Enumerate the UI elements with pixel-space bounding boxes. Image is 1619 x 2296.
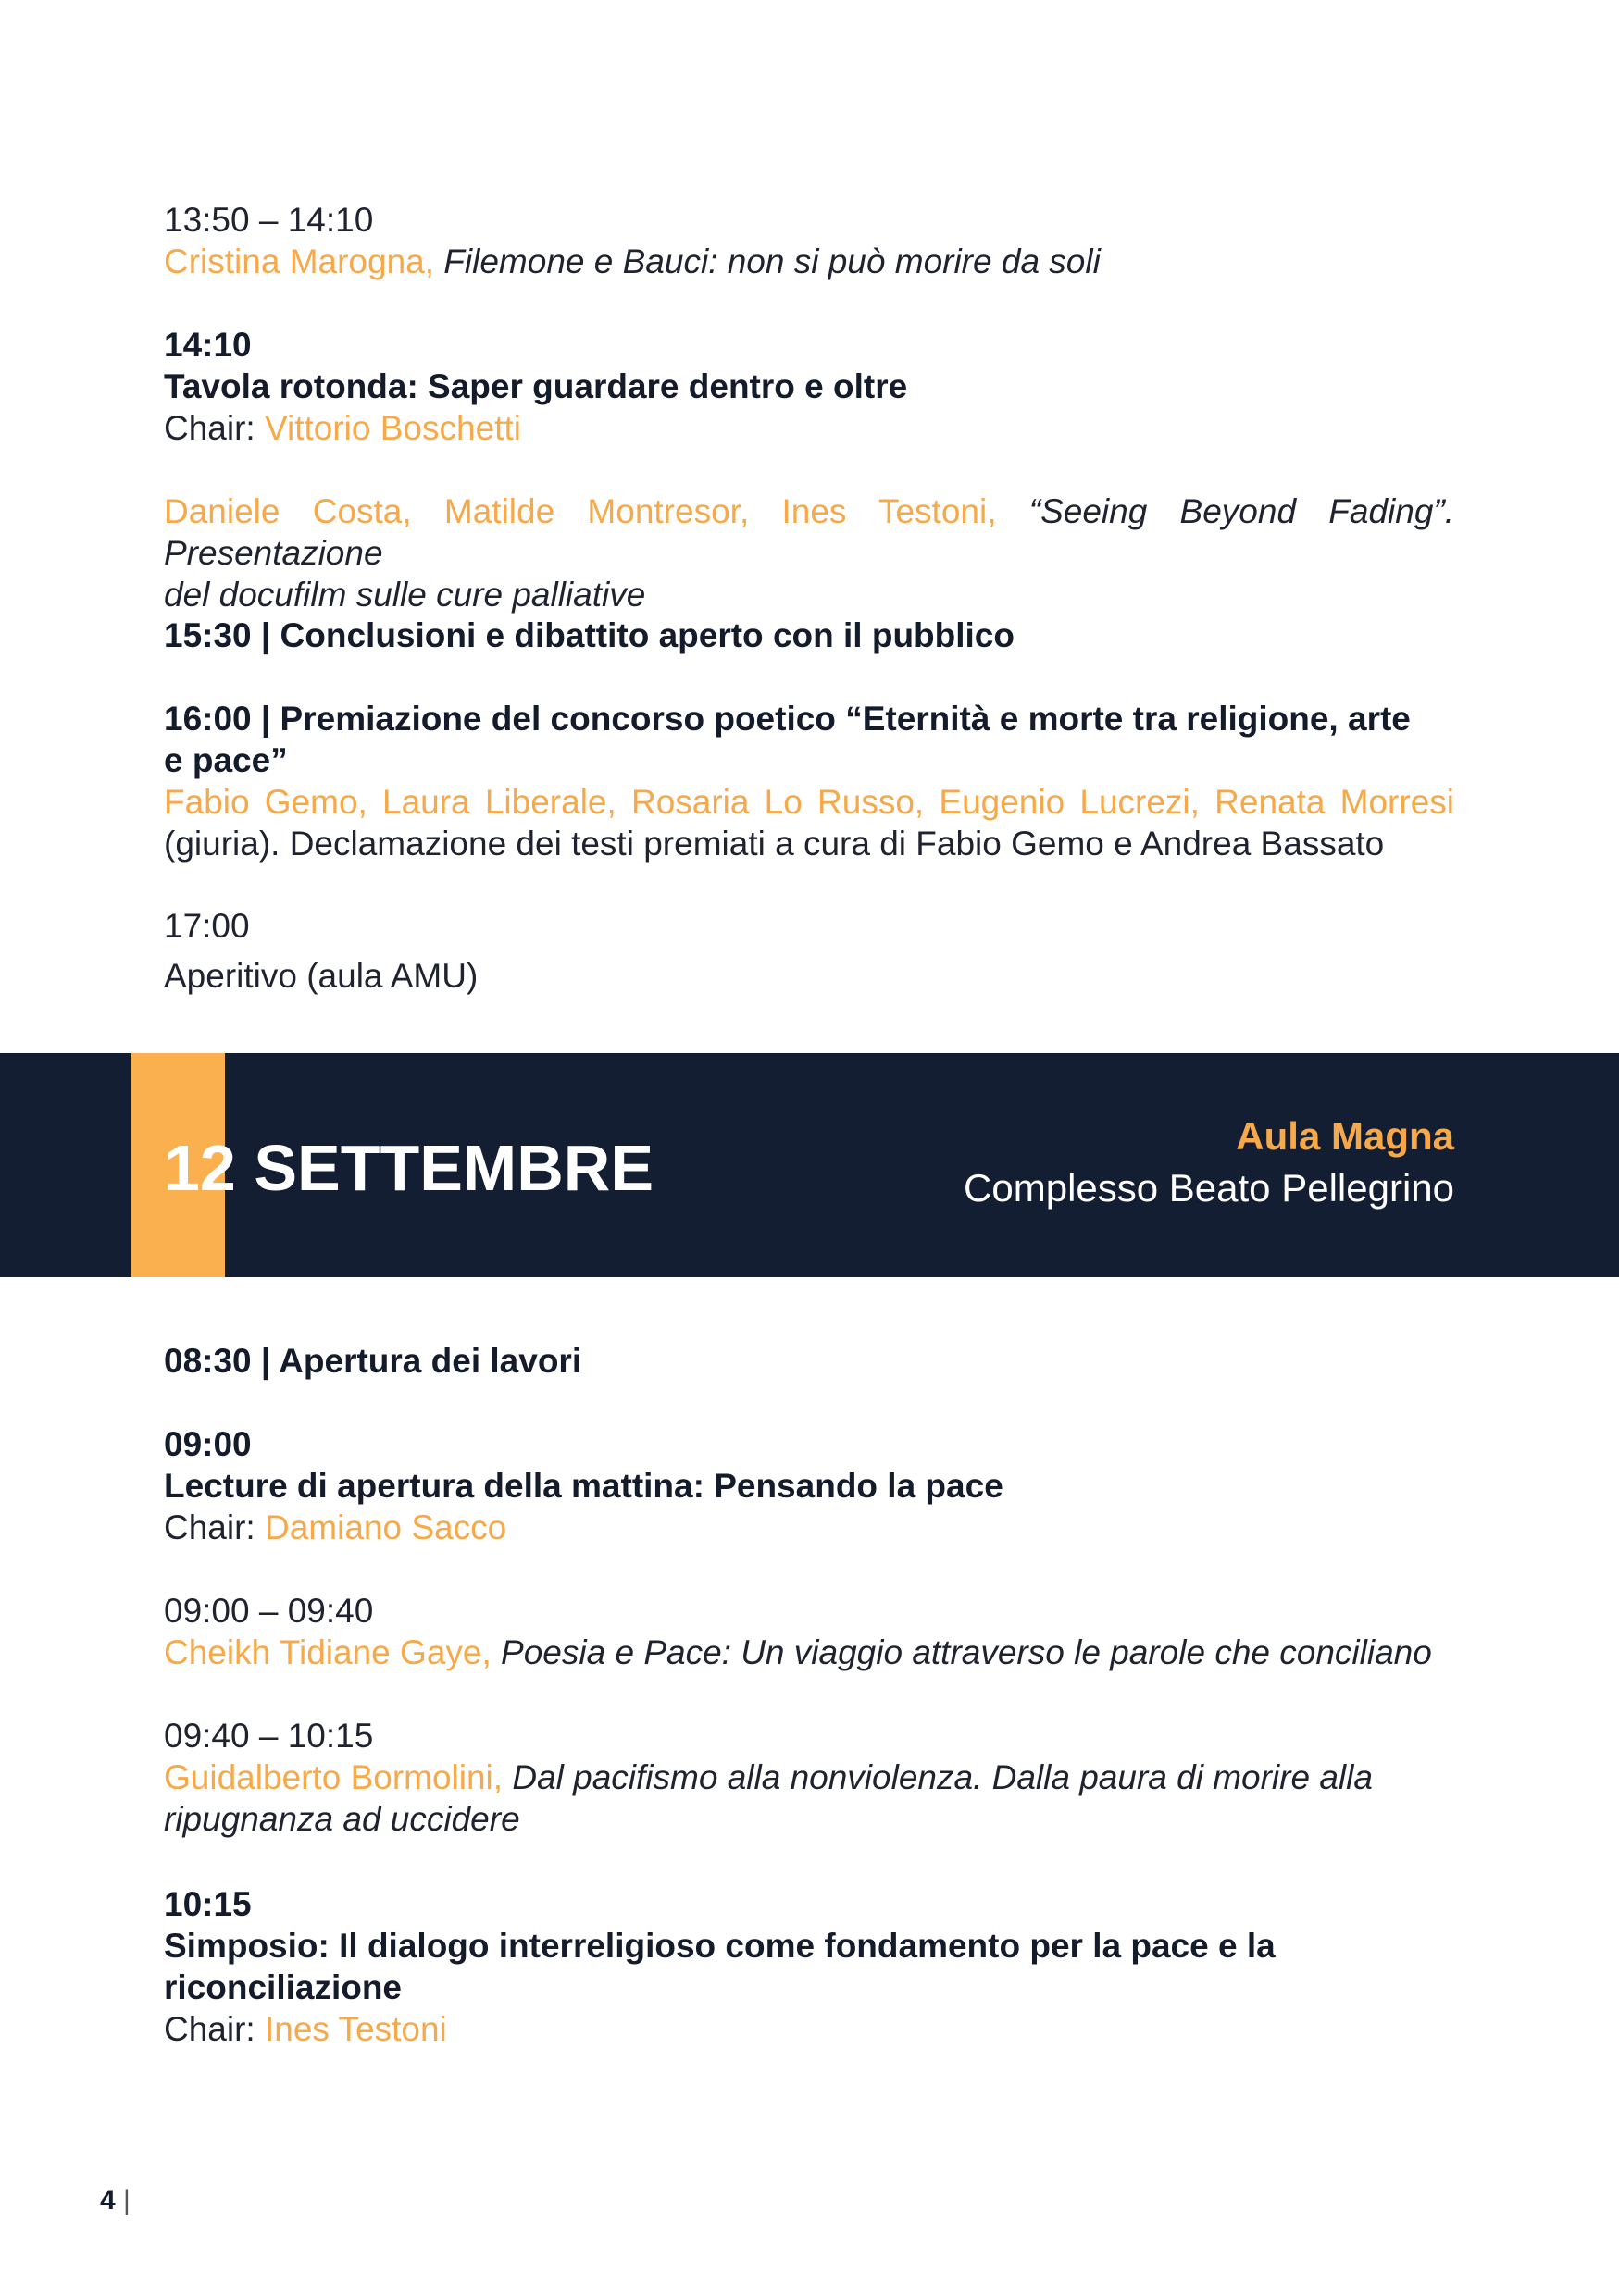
session-time: 09:00 — [164, 1425, 252, 1463]
docufilm-line-1 — [164, 490, 1454, 574]
page-number-value: 4 — [100, 2185, 116, 2215]
session-title: Lecture di apertura della mattina: Pensando la pace — [164, 1467, 1003, 1505]
day-number: 12 — [164, 1132, 236, 1204]
award-note: (giuria). Declamazione dei testi premiati a cura di Fabio Gemo e Andrea Bassato — [164, 825, 1385, 863]
speaker-names: Daniele Costa, Matilde Montresor, Ines Testoni, — [164, 492, 997, 530]
session-conclusions — [164, 614, 1454, 656]
chair-line — [164, 1507, 1454, 1548]
award-title-line-2: e pace” — [164, 741, 288, 779]
chair-name: Damiano Sacco — [264, 1508, 507, 1546]
jury-names: Fabio Gemo, Laura Liberale, Rosaria Lo Russo, Eugenio Lucrezi, Renata Morresi — [164, 783, 1454, 821]
session-opening — [164, 1340, 1454, 1382]
session-title-line-1: Simposio: Il dialogo interreligioso come fondamento per la pace e la — [164, 1927, 1276, 1965]
chair-name: Vittorio Boschetti — [264, 409, 521, 447]
session-talk-marogna — [164, 199, 1454, 282]
session-talk-gaye — [164, 1590, 1454, 1673]
award-title-line-1: 16:00 | Premiazione del concorso poetico “Eternità e morte tra religione, arte — [164, 700, 1411, 738]
page-number-separator: | — [123, 2185, 131, 2215]
session-title: Tavola rotonda: Saper guardare dentro e oltre — [164, 367, 908, 405]
talk-title: Dal pacifismo alla nonviolenza. Dalla paura di morire alla — [512, 1758, 1373, 1796]
aperitivo-text: Aperitivo (aula AMU) — [164, 957, 479, 995]
session-title-line-2: riconciliazione — [164, 1968, 403, 2006]
chair-name: Ines Testoni — [264, 2010, 447, 2048]
chair-line — [164, 407, 1454, 449]
session-aperitivo — [164, 905, 1454, 997]
opening-title: 08:30 | Apertura dei lavori — [164, 1342, 582, 1380]
session-docufilm — [164, 490, 1454, 615]
speaker-name: Guidalberto Bormolini, — [164, 1758, 504, 1796]
session-lecture — [164, 1423, 1454, 1548]
conclusions-title: 15:30 | Conclusioni e dibattito aperto con il pubblico — [164, 616, 1015, 654]
chair-line — [164, 2008, 1454, 2050]
session-round-table — [164, 324, 1454, 449]
page-number — [100, 2182, 131, 2219]
talk-time: 09:00 – 09:40 — [164, 1592, 374, 1630]
talk-line-2: ripugnanza ad uccidere — [164, 1800, 520, 1838]
session-time: 10:15 — [164, 1885, 252, 1923]
session-symposium — [164, 1883, 1454, 2050]
talk-time: 13:50 – 14:10 — [164, 201, 374, 239]
session-award — [164, 698, 1454, 864]
day-banner-title — [164, 1131, 654, 1205]
session-talk-bormolini — [164, 1715, 1454, 1840]
chair-label: Chair: — [164, 1508, 255, 1546]
venue-place: Complesso Beato Pellegrino — [964, 1166, 1454, 1210]
chair-label: Chair: — [164, 409, 255, 447]
day-banner-location — [964, 1111, 1454, 1214]
speaker-name: Cheikh Tidiane Gaye, — [164, 1633, 492, 1671]
chair-label: Chair: — [164, 2010, 255, 2048]
aperitivo-time: 17:00 — [164, 907, 250, 945]
talk-line-1 — [164, 1756, 1454, 1798]
talk-line — [164, 1632, 1454, 1673]
day-month: SETTEMBRE — [254, 1132, 654, 1204]
venue-name: Aula Magna — [1236, 1114, 1454, 1158]
talk-title: Poesia e Pace: Un viaggio attraverso le parole che conciliano — [501, 1633, 1432, 1671]
docufilm-line-2: del docufilm sulle cure palliative — [164, 576, 646, 614]
docufilm-title: “Seeing Beyond Fading”. Presentazione — [164, 492, 1454, 572]
speaker-name: Cristina Marogna, — [164, 242, 435, 280]
talk-time: 09:40 – 10:15 — [164, 1717, 374, 1755]
session-time: 14:10 — [164, 326, 252, 364]
talk-title: Filemone e Bauci: non si può morire da soli — [443, 242, 1101, 280]
talk-line — [164, 241, 1454, 282]
